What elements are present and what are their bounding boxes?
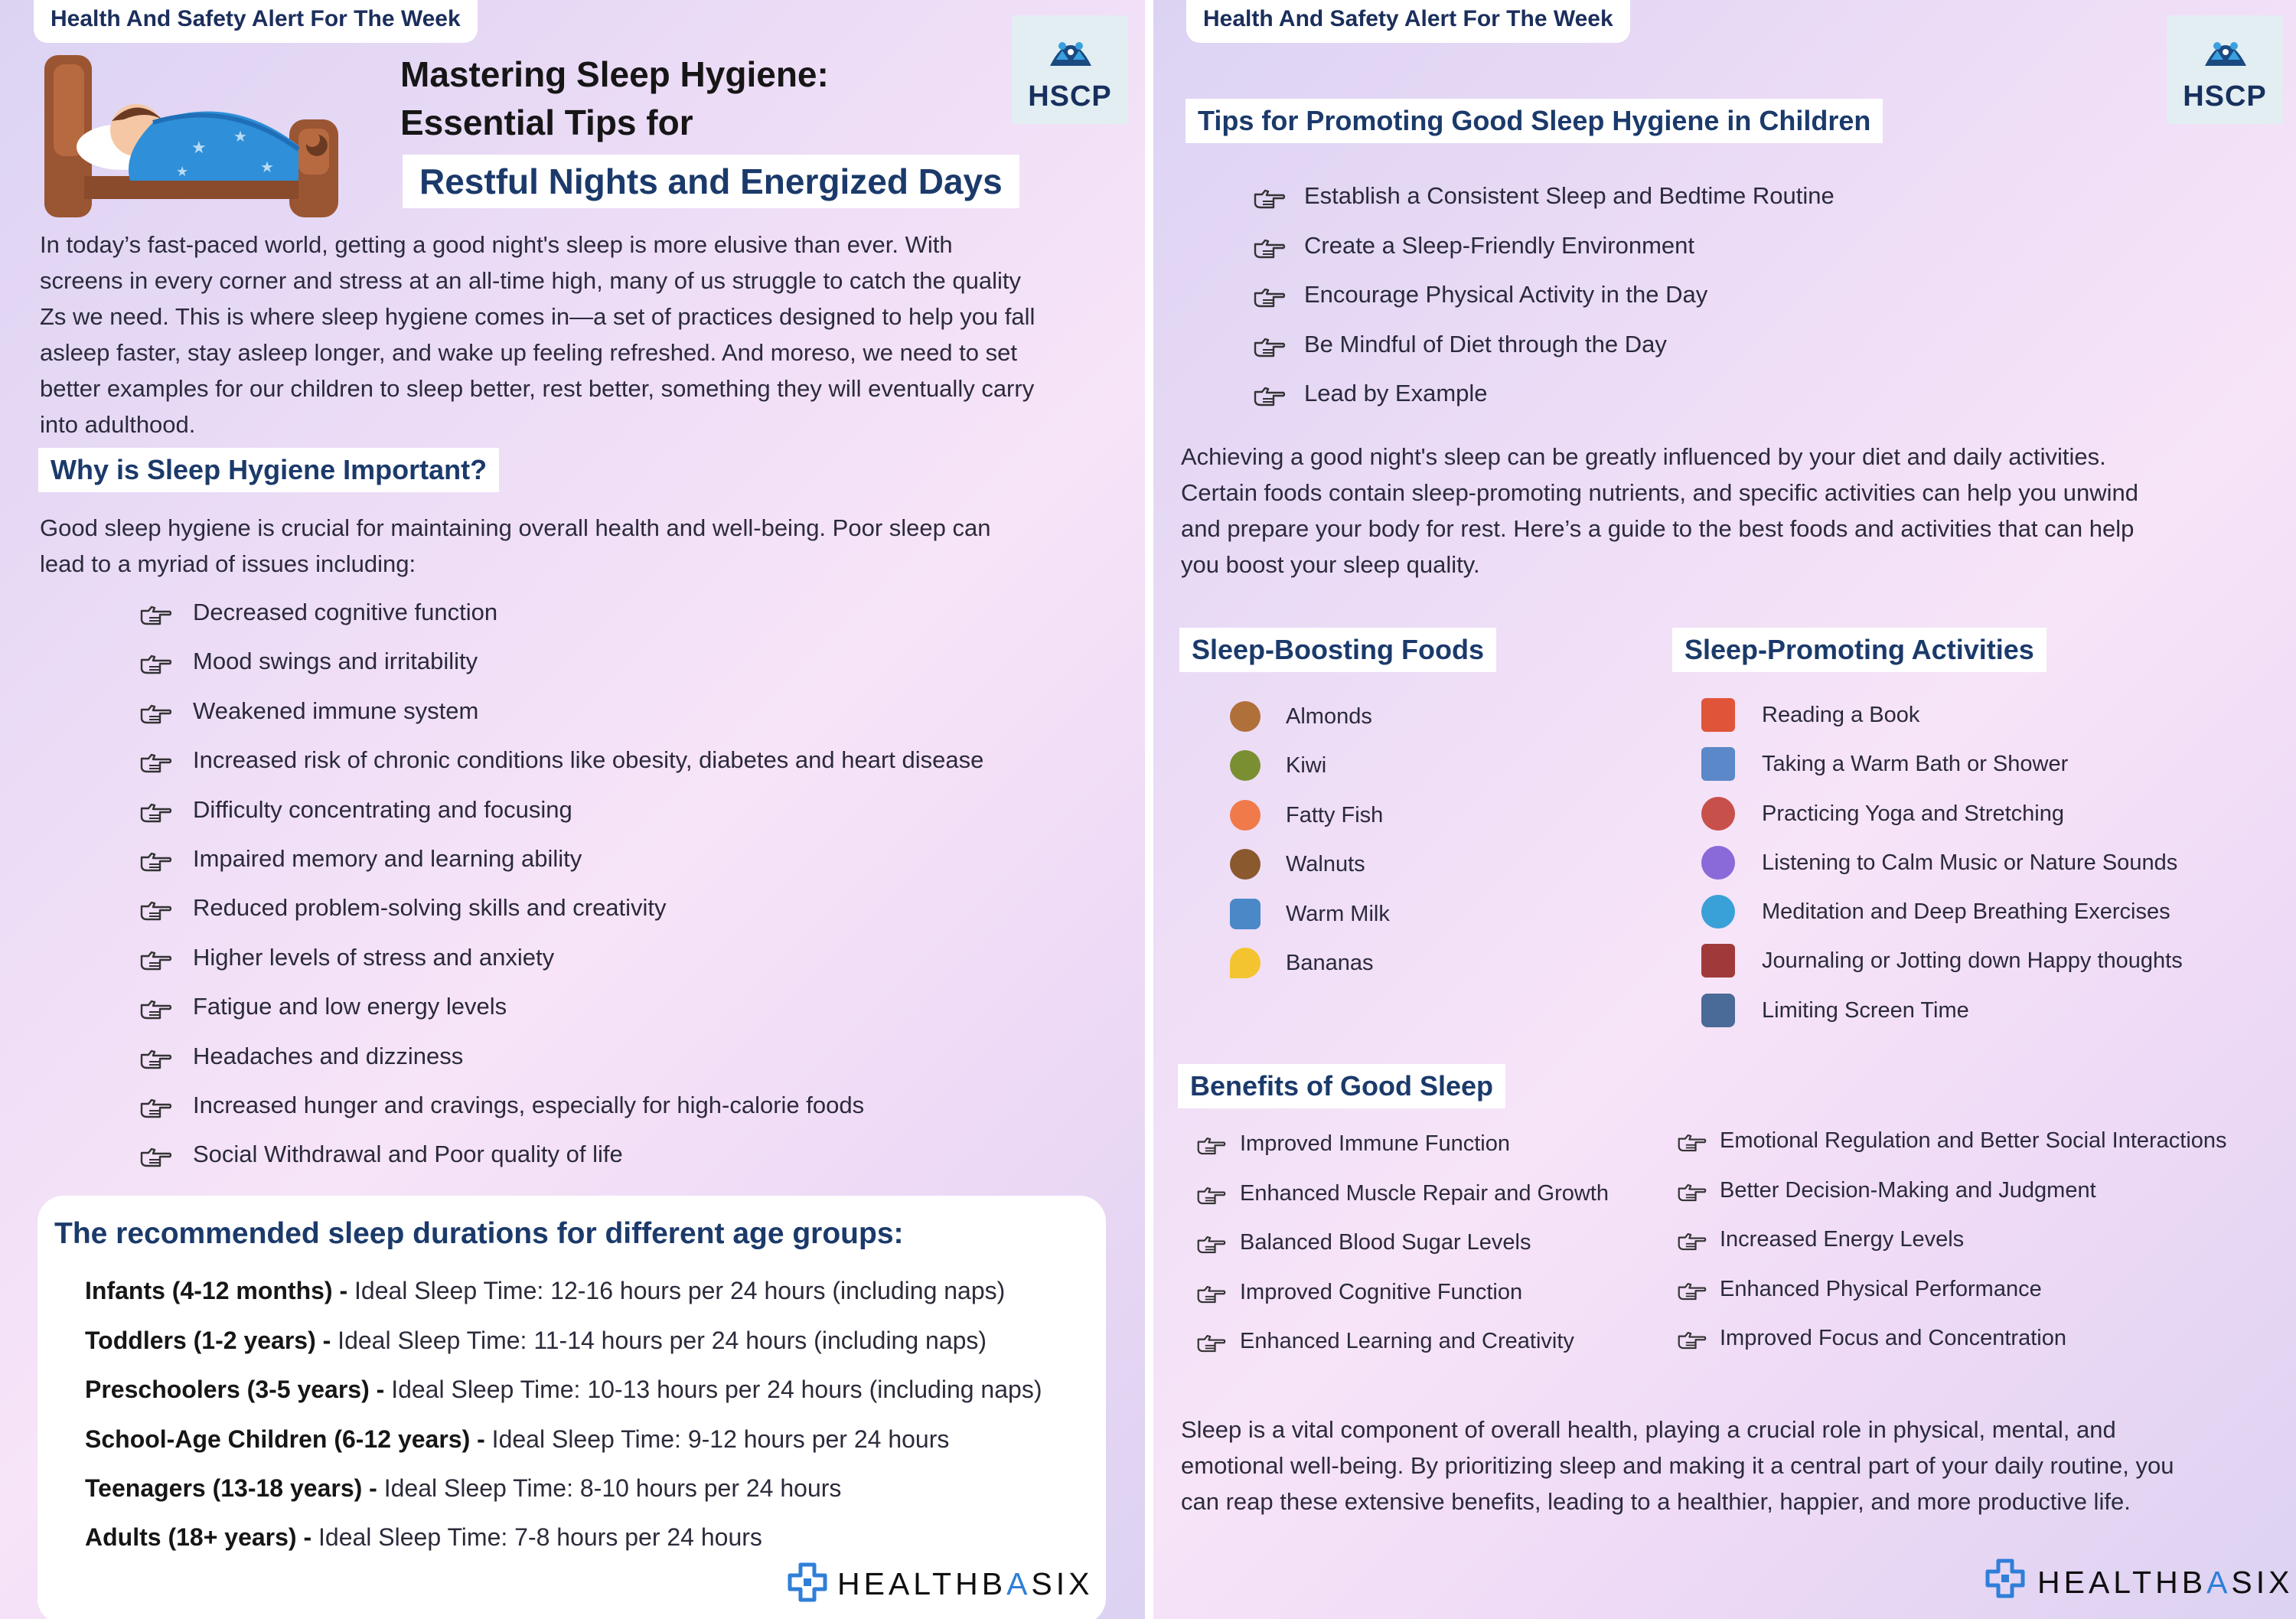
book-icon [1701, 698, 1735, 732]
pointing-hand-icon [1253, 337, 1287, 360]
duration-row: School-Age Children (6-12 years) - Ideal Sleep Time: 9-12 hours per 24 hours [85, 1425, 950, 1453]
hscp-logo [1012, 15, 1128, 124]
almond-icon [1230, 701, 1261, 732]
pointing-hand-icon [1253, 386, 1287, 409]
pointing-hand-icon [1677, 1232, 1707, 1253]
fish-icon [1230, 800, 1261, 831]
healthbasix-logo: HEALTHBASIX [2037, 1565, 2294, 1600]
walnut-icon [1230, 849, 1261, 880]
pointing-hand-icon [139, 605, 173, 628]
duration-row: Teenagers (13-18 years) - Ideal Sleep Time: 8-10 hours per 24 hours [85, 1474, 842, 1502]
right-page: Health And Safety Alert For The Week HSCP Tips for Promoting Good Sleep Hygiene in Children Establish a Consistent Sleep and Bedtime Routine Create a Sleep-Friendly Environment Encourage Physical Activity in the Day Be Mindful of Diet through the Day Lead by Example Achieving a good night's sleep can be greatly influenced by your diet and daily activities. Certain foods contain sleep-promoting nutrients, and specific activities can help you unwind and prepare your body for rest. Here’s a guide to the best foods and activities that can help you boost your sleep quality. Sleep-Boosting Foods Sleep-Promoting Activities Almonds Kiwi Fatty Fish Walnuts Warm Milk Bananas Reading a Book Taking a Warm Bath or Shower Practicing Yoga and Stretching Listening to Calm Music or Nature Sounds Meditation and Deep Breathing Exercises Journaling or Jotting down Happy thoughts Limiting Screen Time Benefits of Good Sleep Improved Immune Function Enhanced Muscle Repair and Growth Balanced Blood Sugar Levels Improved Cognitive Function Enhanced Learning and Creativity Emotional Regulation and Better Social Interactions Better Decision-Making and Judgment Increased Energy Levels Enhanced Physical Performance Improved Focus and Concentration Sleep is a vital component of overall health, playing a crucial role in physical, mental, and emotional well-being. By prioritizing sleep and making it a central part of your daily routine, you can reap these extensive benefits, leading to a healthier, happier, and more productive life. HEALTHBASIX [1153, 0, 2296, 1619]
pointing-hand-icon [139, 1049, 173, 1072]
why-heading: Why is Sleep Hygiene Important? [38, 448, 499, 492]
child-protection-icon [1047, 29, 1094, 67]
banana-icon [1230, 948, 1261, 978]
durations-title: The recommended sleep durations for different age groups: [54, 1217, 904, 1250]
page-divider [1145, 0, 1153, 1619]
sleep-durations-card [38, 1196, 1106, 1619]
milk-icon [1230, 899, 1261, 929]
healthbasix-cross-icon [1981, 1558, 2032, 1602]
pointing-hand-icon [139, 999, 173, 1022]
phone-icon [1701, 994, 1735, 1027]
pointing-hand-icon [1253, 238, 1287, 261]
pointing-hand-icon [139, 900, 173, 923]
child-protection-icon [2202, 29, 2249, 67]
pointing-hand-icon [1253, 287, 1287, 310]
duration-row: Preschoolers (3-5 years) - Ideal Sleep Time: 10-13 hours per 24 hours (including naps) [85, 1376, 1042, 1403]
pointing-hand-icon [1253, 188, 1287, 211]
why-paragraph: Good sleep hygiene is crucial for maintaining overall health and well-being. Poor sleep can lead to a myriad of issues including: [40, 514, 991, 577]
pointing-hand-icon [1196, 1186, 1227, 1207]
tips-heading: Tips for Promoting Good Sleep Hygiene in Children [1186, 99, 1883, 143]
pointing-hand-icon [139, 1098, 173, 1121]
benefits-heading: Benefits of Good Sleep [1178, 1064, 1505, 1108]
hscp-logo [2167, 15, 2283, 124]
pointing-hand-icon [139, 802, 173, 825]
svg-text:★: ★ [176, 164, 189, 180]
pointing-hand-icon [139, 703, 173, 726]
pointing-hand-icon [139, 654, 173, 677]
alert-tag: Health And Safety Alert For The Week [1186, 0, 1630, 43]
duration-row: Infants (4-12 months) - Ideal Sleep Time: 12-16 hours per 24 hours (including naps) [85, 1277, 1006, 1304]
pointing-hand-icon [1677, 1133, 1707, 1154]
pointing-hand-icon [139, 950, 173, 973]
pointing-hand-icon [1196, 1333, 1227, 1355]
left-page: Health And Safety Alert For The Week ★ ★ ★ ★ Mastering Sleep Hygiene: Essential Tips for Restful Nights and Energized Days HSCP In today’s fast-paced world, getting a good night's sleep is more elusive than ever. With screens in every corner and stress at an all-time high, many of us struggle to catch the quality Zs we need. This is where sleep hygiene comes in—a set of practices designed to help you fall asleep faster, stay asleep longer, and wake up feeling refreshed. And moreso, we need to set better examples for our children to sleep better, rest better, something they will eventually carry into adulthood. Why is Sleep Hygiene Important? Good sleep hygiene is crucial for maintaining overall health and well-being. Poor sleep can lead to a myriad of issues including: Decreased cognitive function Mood swings and irritability Weakened immune system Increased risk of chronic conditions like obesity, diabetes and heart disease Difficulty concentrating and focusing Impaired memory and learning ability Reduced problem-solving skills and creativity Higher levels of stress and anxiety Fatigue and low energy levels Headaches and dizziness Increased hunger and cravings, especially for high-calorie foods Social Withdrawal and Poor quality of life The recommended sleep durations for different age groups: Infants (4-12 months) - Ideal Sleep Time: 12-16 hours per 24 hours (including naps) Toddlers (1-2 years) - Ideal Sleep Time: 11-14 hours per 24 hours (including naps) Preschoolers (3-5 years) - Ideal Sleep Time: 10-13 hours per 24 hours (including naps) School-Age Children (6-12 years) - Ideal Sleep Time: 9-12 hours per 24 hours Teenagers (13-18 years) - Ideal Sleep Time: 8-10 hours per 24 hours Adults (18+ years) - Ideal Sleep Time: 7-8 hours per 24 hours HEALTHBASIX [0, 0, 1145, 1619]
shower-icon [1701, 747, 1735, 781]
pointing-hand-icon [139, 851, 173, 874]
duration-row: Toddlers (1-2 years) - Ideal Sleep Time: 11-14 hours per 24 hours (including naps) [85, 1327, 987, 1354]
svg-text:★: ★ [233, 127, 247, 145]
pointing-hand-icon [1677, 1330, 1707, 1352]
pointing-hand-icon [139, 752, 173, 775]
page-title-line-1: Mastering Sleep Hygiene: [400, 54, 829, 94]
hscp-logo-text: HSCP [2183, 80, 2267, 113]
music-icon [1701, 846, 1735, 880]
diet-paragraph: Achieving a good night's sleep can be greatly influenced by your diet and daily activities. Certain foods contain sleep-promoting nutrients, and specific activities can help you unwind and prepare your body for rest. Here’s a guide to the best foods and activities that can help you boost your sleep quality. [1181, 443, 2139, 578]
page-title-highlight: Restful Nights and Energized Days [403, 155, 1019, 208]
pointing-hand-icon [1677, 1281, 1707, 1303]
pointing-hand-icon [1196, 1136, 1227, 1157]
kiwi-icon [1230, 750, 1261, 781]
pointing-hand-icon [1196, 1284, 1227, 1306]
svg-text:★: ★ [260, 158, 274, 176]
activities-heading: Sleep-Promoting Activities [1672, 628, 2047, 672]
closing-paragraph: Sleep is a vital component of overall health, playing a crucial role in physical, mental, and emotional well-being. By prioritizing sleep and making it a central part of your daily routine, you can reap these extensive benefits, leading to a healthier, happier, and more productive life. [1181, 1416, 2174, 1515]
sleeping-child-bed-icon [38, 46, 352, 224]
yoga-icon [1701, 797, 1735, 831]
journal-icon [1701, 944, 1735, 978]
page-title-line-2: Essential Tips for [400, 103, 693, 142]
healthbasix-logo: HEALTHBASIX [837, 1566, 1094, 1601]
pointing-hand-icon [1196, 1235, 1227, 1256]
duration-row: Adults (18+ years) - Ideal Sleep Time: 7-8 hours per 24 hours [85, 1523, 762, 1551]
foods-heading: Sleep-Boosting Foods [1179, 628, 1496, 672]
hscp-logo-text: HSCP [1028, 80, 1112, 113]
alert-tag: Health And Safety Alert For The Week [34, 0, 478, 43]
meditation-icon [1701, 895, 1735, 929]
intro-paragraph: In today’s fast-paced world, getting a good night's sleep is more elusive than ever. With screens in every corner and stress at an all-time high, many of us struggle to catch the quality Zs we need. This is where sleep hygiene comes in—a set of practices designed to help you fall asleep faster, stay asleep longer, and wake up feeling refreshed. And moreso, we need to set better examples for our children to sleep better, rest better, something they will eventually carry into adulthood. [40, 231, 1035, 438]
svg-text:★: ★ [191, 139, 207, 158]
healthbasix-cross-icon [784, 1562, 834, 1606]
pointing-hand-icon [139, 1147, 173, 1170]
pointing-hand-icon [1677, 1183, 1707, 1204]
